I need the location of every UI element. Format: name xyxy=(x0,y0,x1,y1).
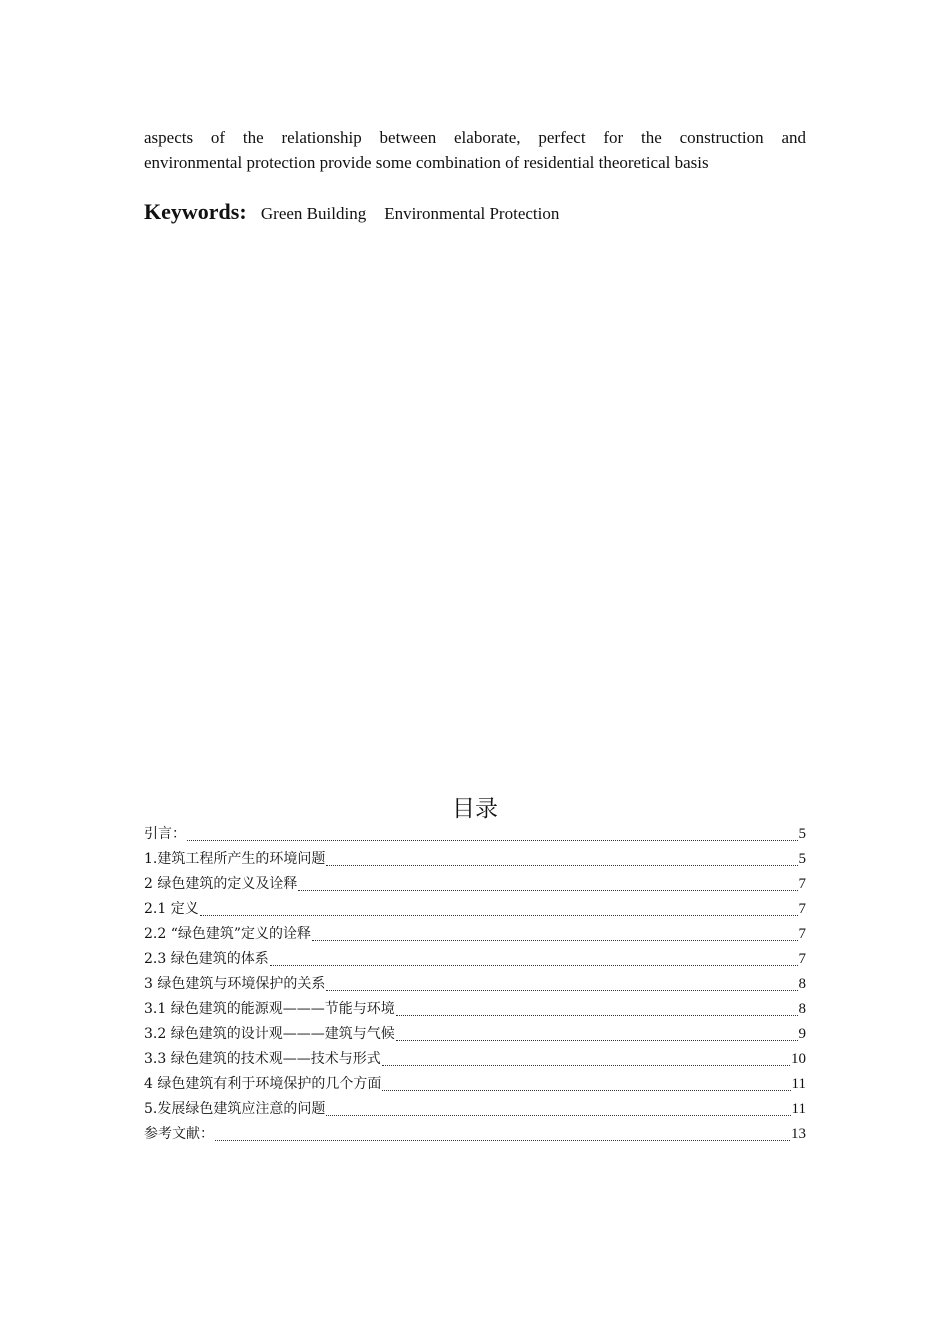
toc-entry-page: 7 xyxy=(798,901,806,917)
toc-leader-dots xyxy=(270,965,798,966)
toc-entry[interactable] xyxy=(144,897,806,922)
toc-entry[interactable] xyxy=(144,997,806,1022)
toc-leader-dots xyxy=(312,940,797,941)
toc-entry-page: 13 xyxy=(791,1126,806,1142)
toc-entry[interactable] xyxy=(144,1097,806,1122)
toc-entry-page: 10 xyxy=(791,1051,806,1067)
keywords-label: Keywords: xyxy=(144,199,247,224)
toc-entry[interactable] xyxy=(144,1122,806,1147)
toc-entry-label: 3.3 绿色建筑的技术观——技术与形式 xyxy=(144,1051,381,1067)
toc-entry-page: 5 xyxy=(798,826,806,842)
toc-leader-dots xyxy=(187,840,798,841)
toc-leader-dots xyxy=(382,1090,790,1091)
toc-entry-label: 3.2 绿色建筑的设计观———建筑与气候 xyxy=(144,1026,395,1042)
toc-entry-page: 8 xyxy=(798,976,806,992)
keywords-line xyxy=(144,197,806,229)
toc-entry-page: 11 xyxy=(791,1101,806,1117)
toc-entry-label: 引言： xyxy=(144,826,186,842)
toc-entry-page: 5 xyxy=(798,851,806,867)
toc-leader-dots xyxy=(396,1040,798,1041)
toc-entry-label: 4 绿色建筑有利于环境保护的几个方面 xyxy=(144,1076,382,1092)
toc-leader-dots xyxy=(396,1015,798,1016)
toc-entry-page: 11 xyxy=(791,1076,806,1092)
toc-entry[interactable] xyxy=(144,847,806,872)
toc-entry-label: 参考文献： xyxy=(144,1126,214,1142)
toc-entry-label: 2 绿色建筑的定义及诠释 xyxy=(144,876,298,892)
toc-leader-dots xyxy=(298,890,797,891)
toc-entry-label: 2.3 绿色建筑的体系 xyxy=(144,951,269,967)
toc-entry[interactable] xyxy=(144,1022,806,1047)
toc-entry[interactable] xyxy=(144,822,806,847)
toc-leader-dots xyxy=(326,1115,790,1116)
toc-entry-page: 7 xyxy=(798,876,806,892)
toc-entry[interactable] xyxy=(144,872,806,897)
toc-entry[interactable] xyxy=(144,947,806,972)
keyword-item: Environmental Protection xyxy=(384,204,560,223)
table-of-contents xyxy=(144,822,806,1147)
toc-entry[interactable] xyxy=(144,922,806,947)
toc-entry-label: 3 绿色建筑与环境保护的关系 xyxy=(144,976,326,992)
toc-entry-page: 7 xyxy=(798,951,806,967)
abstract-line-2: environmental protection provide some combination of residential theoretical basis xyxy=(144,153,709,172)
toc-entry-page: 9 xyxy=(798,1026,806,1042)
toc-entry-label: 3.1 绿色建筑的能源观———节能与环境 xyxy=(144,1001,395,1017)
toc-leader-dots xyxy=(200,915,798,916)
toc-entry-label: 2.1 定义 xyxy=(144,901,199,917)
toc-leader-dots xyxy=(326,865,797,866)
toc-entry-page: 8 xyxy=(798,1001,806,1017)
toc-entry-page: 7 xyxy=(798,926,806,942)
toc-entry[interactable] xyxy=(144,1072,806,1097)
toc-entry-label: 5.发展绿色建筑应注意的问题 xyxy=(144,1101,326,1117)
abstract-line-1: aspects of the relationship between elaborate, perfect for the construction and xyxy=(144,128,806,147)
toc-entry-label: 1.建筑工程所产生的环境问题 xyxy=(144,851,326,867)
toc-entry[interactable] xyxy=(144,972,806,997)
toc-title: 目录 xyxy=(452,796,498,822)
keyword-item: Green Building xyxy=(260,204,367,223)
toc-leader-dots xyxy=(326,990,797,991)
toc-entry[interactable] xyxy=(144,1047,806,1072)
toc-leader-dots xyxy=(382,1065,790,1066)
toc-entry-label: 2.2 “绿色建筑”定义的诠释 xyxy=(144,926,312,942)
abstract-paragraph xyxy=(144,125,806,175)
toc-leader-dots xyxy=(215,1140,790,1141)
